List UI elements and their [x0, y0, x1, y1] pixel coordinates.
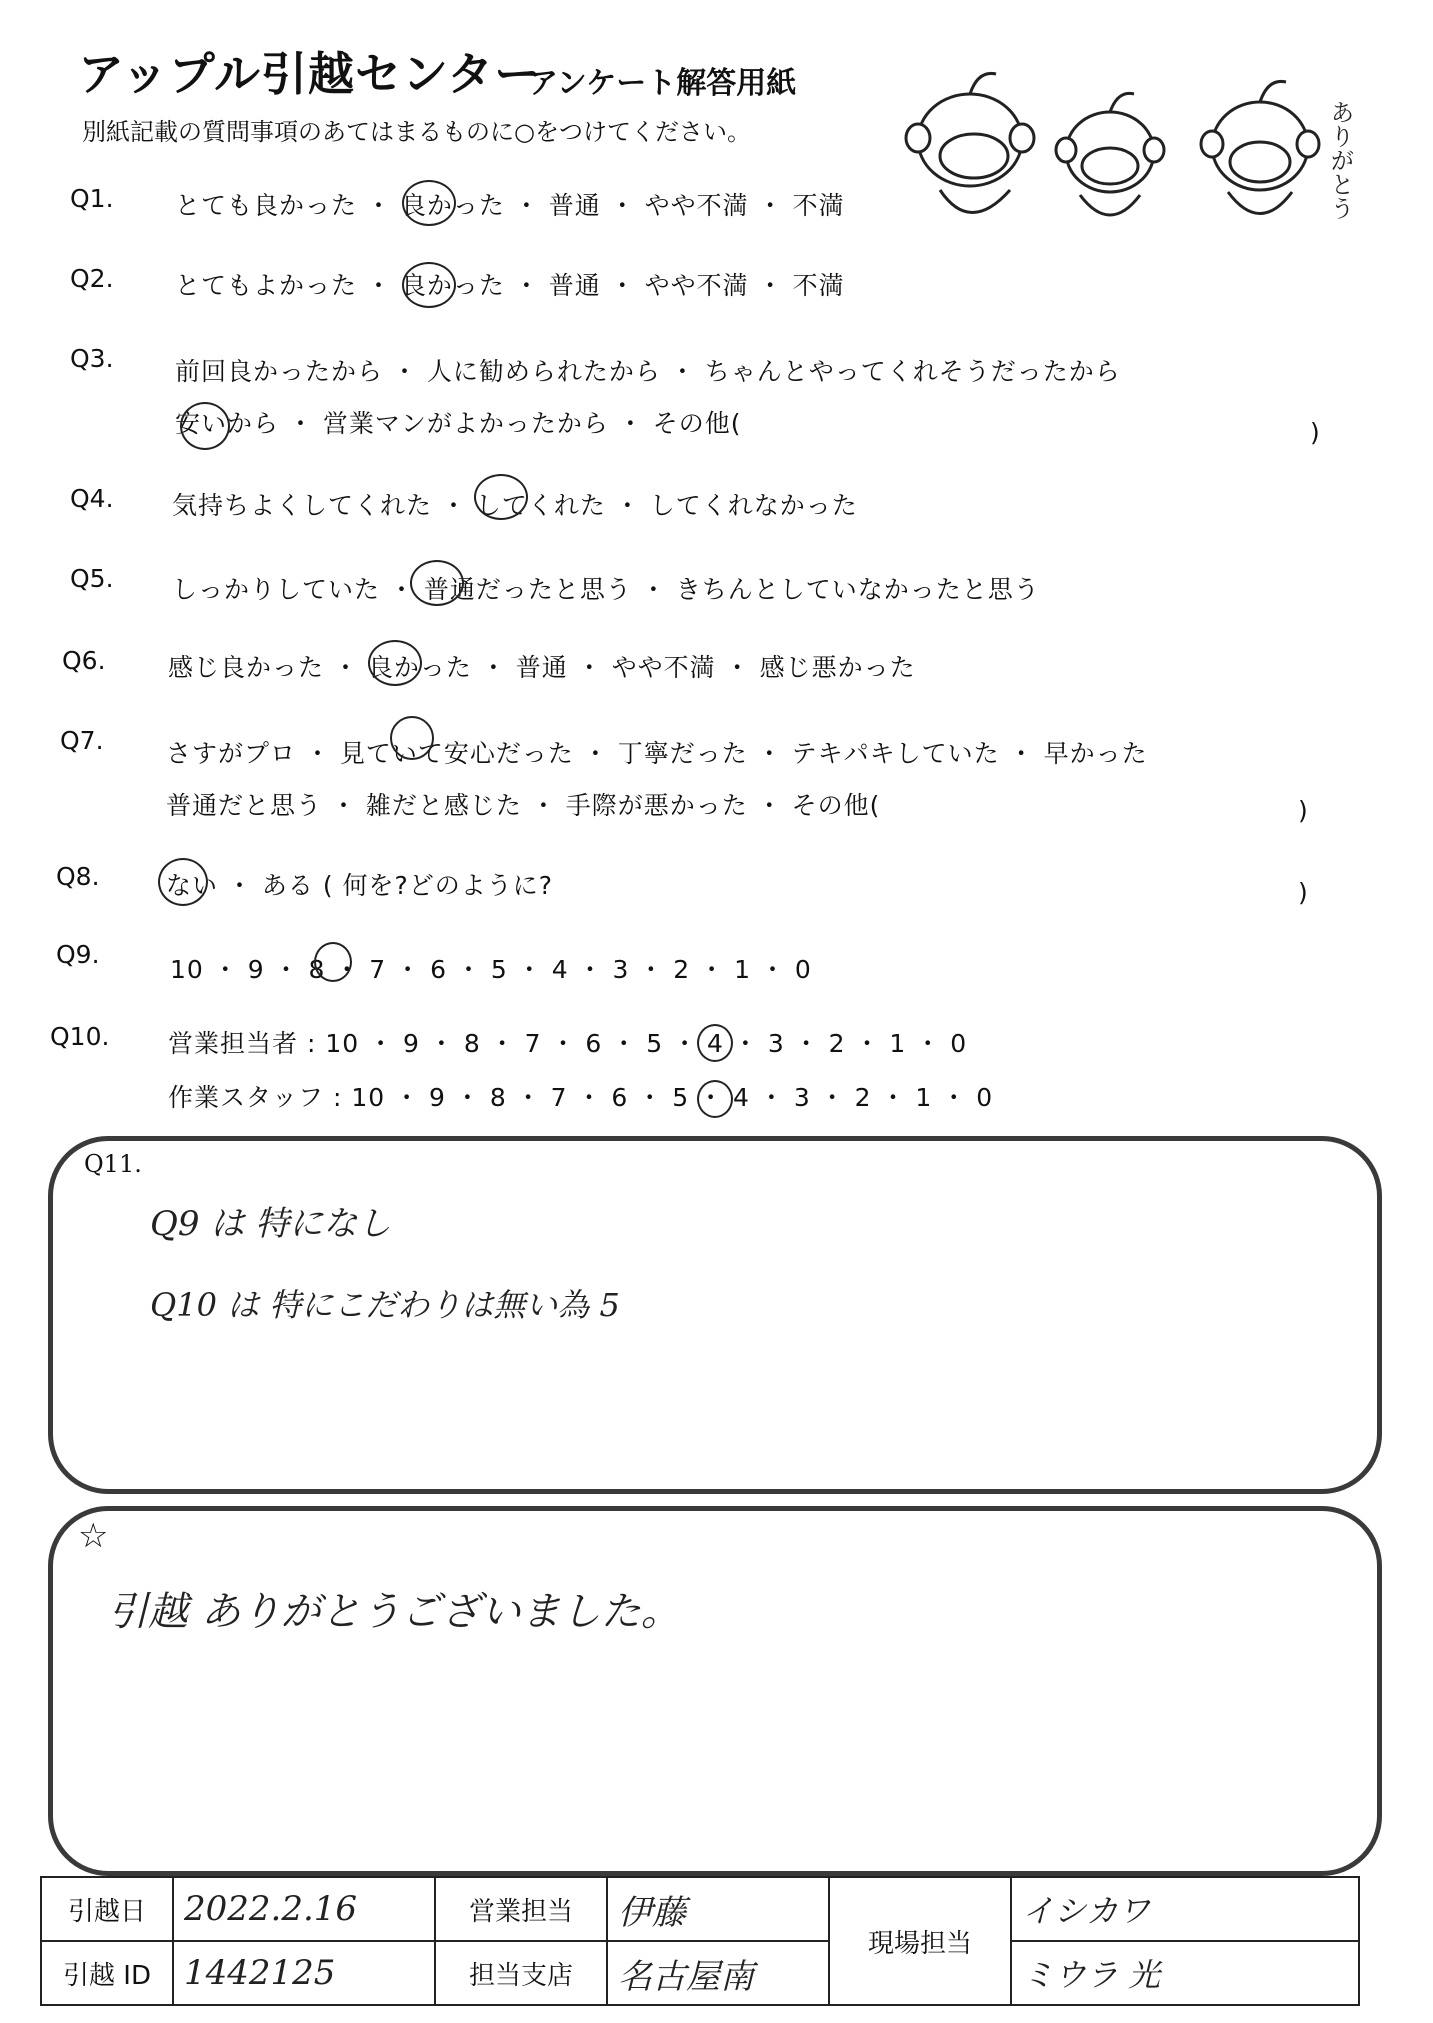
- q8-label: Q8.: [56, 862, 100, 891]
- q7-close-paren: ): [1298, 796, 1308, 825]
- comment-text: 引越 ありがとうございました。: [108, 1589, 681, 1635]
- sales-label: 営業担当: [435, 1877, 607, 1941]
- q11-answer-line2: Q10 は 特にこだわりは無い為 5: [150, 1286, 620, 1324]
- q10-label: Q10.: [50, 1022, 110, 1051]
- move-id-value: 1442125: [173, 1941, 435, 2005]
- move-date-label: 引越日: [41, 1877, 173, 1941]
- branch-value: 名古屋南: [607, 1941, 829, 2005]
- q5-label: Q5.: [70, 564, 114, 593]
- site-staff-label: 現場担当: [829, 1877, 1011, 2005]
- site-staff-value-1: イシカワ: [1011, 1877, 1359, 1941]
- instruction-text: 別紙記載の質問事項のあてはまるものに○をつけてください。: [82, 118, 751, 146]
- q9-scale: 10 ・ 9 ・ 8 ・ 7 ・ 6 ・ 5 ・ 4 ・ 3 ・ 2 ・ 1 ・ 0: [170, 955, 812, 984]
- q2-options: とてもよかった ・ 良かった ・ 普通 ・ やや不満 ・ 不満: [175, 271, 845, 300]
- form-title: アップル引越センター: [78, 47, 542, 101]
- q6-selection-circle: [368, 640, 422, 686]
- move-id-label: 引越 ID: [41, 1941, 173, 2005]
- sales-value: 伊藤: [607, 1877, 829, 1941]
- q9-label: Q9.: [56, 940, 100, 969]
- monkey-icon-1: [906, 73, 1034, 212]
- q9-selection-circle: [314, 942, 352, 982]
- q3-close-paren: ): [1310, 418, 1320, 447]
- q1-selection-circle: [402, 180, 456, 226]
- q7-options-line1: さすがプロ ・ 見ていて安心だった ・ 丁寧だった ・ テキパキしていた ・ 早かった: [166, 739, 1148, 768]
- form-subtitle: アンケート解答用紙: [528, 66, 797, 101]
- q3-label: Q3.: [70, 344, 114, 373]
- q4-label: Q4.: [70, 484, 114, 513]
- q10-sales-selection-circle: [697, 1024, 733, 1062]
- star-icon: ☆: [78, 1516, 109, 1556]
- q8-close-paren: ): [1298, 878, 1308, 907]
- q8-options: ない ・ ある ( 何を?どのように?: [166, 871, 554, 900]
- q11-answer-line1: Q9 は 特になし: [150, 1204, 392, 1244]
- q10-staff-scale: 作業スタッフ : 10 ・ 9 ・ 8 ・ 7 ・ 6 ・ 5 ・ 4 ・ 3 ・ 2 ・ 1 ・ 0: [168, 1083, 994, 1112]
- q11-label: Q11.: [84, 1150, 142, 1178]
- move-info-table: [40, 1876, 1360, 2006]
- q7-selection-circle: [390, 716, 434, 760]
- q10-sales-scale: 営業担当者 : 10 ・ 9 ・ 8 ・ 7 ・ 6 ・ 5 ・ 4 ・ 3 ・ 2 ・ 1 ・ 0: [168, 1029, 968, 1058]
- q3-options-line2: 安いから ・ 営業マンがよかったから ・ その他(: [175, 409, 742, 438]
- q5-selection-circle: [410, 560, 464, 606]
- q10-staff-selection-circle: [697, 1080, 733, 1118]
- q7-label: Q7.: [60, 726, 104, 755]
- q1-label: Q1.: [70, 184, 114, 213]
- q4-selection-circle: [474, 474, 528, 520]
- q2-selection-circle: [402, 262, 456, 308]
- q5-options: しっかりしていた ・ 普通だったと思う ・ きちんとしていなかったと思う: [172, 575, 1040, 604]
- q7-options-line2: 普通だと思う ・ 雑だと感じた ・ 手際が悪かった ・ その他(: [166, 791, 881, 820]
- q2-label: Q2.: [70, 264, 114, 293]
- monkey-mascots-illustration: [900, 60, 1380, 250]
- mascot-caption: ありがとう: [1326, 100, 1354, 220]
- site-staff-value-2: ミウラ 光: [1011, 1941, 1359, 2005]
- q6-options: 感じ良かった ・ 良かった ・ 普通 ・ やや不満 ・ 感じ悪かった: [168, 653, 916, 682]
- comment-box: [48, 1506, 1382, 1876]
- move-date-value: 2022.2.16: [173, 1877, 435, 1941]
- q3-options-line1: 前回良かったから ・ 人に勧められたから ・ ちゃんとやってくれそうだったから: [175, 357, 1121, 386]
- q1-options: とても良かった ・ 良かった ・ 普通 ・ やや不満 ・ 不満: [175, 191, 845, 220]
- branch-label: 担当支店: [435, 1941, 607, 2005]
- q6-label: Q6.: [62, 646, 106, 675]
- q4-options: 気持ちよくしてくれた ・ してくれた ・ してくれなかった: [172, 491, 858, 520]
- monkey-icon-3: [1201, 81, 1319, 213]
- monkey-icon-2: [1056, 93, 1164, 215]
- q8-selection-circle: [158, 858, 208, 906]
- q3-selection-circle: [180, 402, 230, 450]
